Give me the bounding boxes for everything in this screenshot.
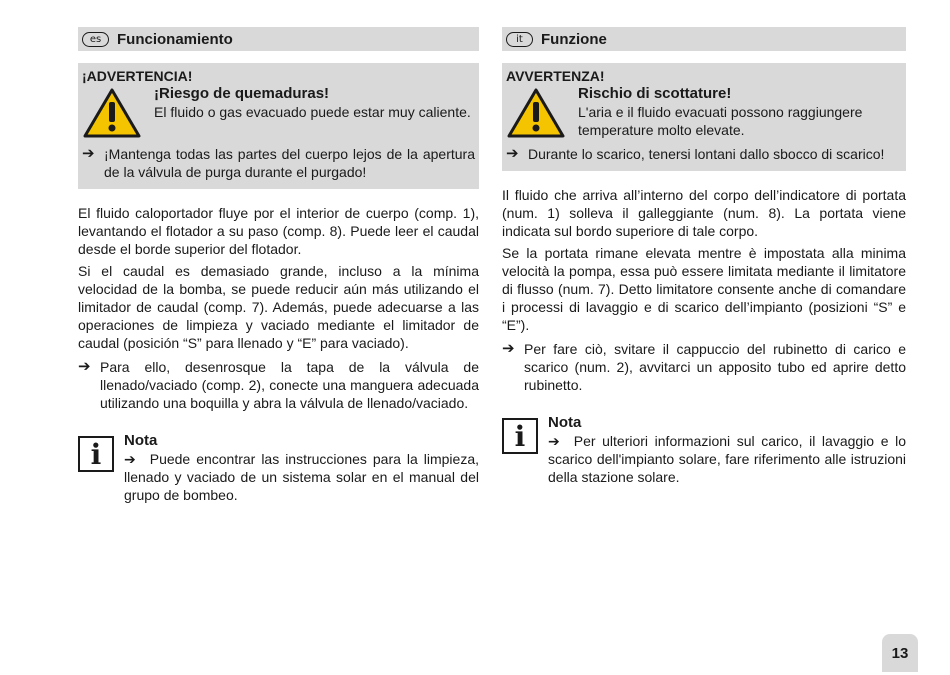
section-title: Funzione	[541, 30, 607, 48]
warning-title: ¡Riesgo de quemaduras!	[154, 85, 330, 102]
arrow-right-icon: ➔	[502, 340, 515, 357]
note-box	[502, 414, 906, 486]
warning-bullet-text: ¡Mantenga todas las partes del cuerpo lejos de la apertura de la válvula de purga durante el purgado!	[104, 146, 475, 180]
note-title: Nota	[124, 432, 158, 449]
arrow-right-icon: ➔	[78, 358, 91, 375]
info-icon: i	[502, 418, 538, 454]
column-italian	[502, 27, 906, 486]
warning-bullet	[506, 145, 902, 163]
paragraph: Il fluido che arriva all’interno del corpo dell’indicatore di portata (num. 1) solleva il galleggiante (num. 8). La portata viene indicata sul bordo superiore di tale corpo.	[502, 187, 906, 239]
instruction-bullet	[78, 358, 479, 412]
arrow-right-icon: ➔	[82, 145, 95, 162]
warning-bullet-text: Durante lo scarico, tenersi lontani dallo sbocco di scarico!	[528, 146, 885, 162]
note-text: Puede encontrar las instrucciones para la limpieza, llenado y vaciado de un sistema solar en el manual del grupo de bombeo.	[124, 451, 479, 503]
column-spanish	[78, 27, 479, 504]
note-body	[124, 450, 479, 504]
section-header	[502, 27, 906, 51]
section-title: Funcionamiento	[117, 30, 233, 48]
language-badge: it	[506, 32, 533, 47]
page-number: 13	[882, 634, 918, 672]
warning-title: Rischio di scottature!	[578, 85, 732, 102]
language-badge: es	[82, 32, 109, 47]
note-body	[548, 432, 906, 486]
warning-bullet	[82, 145, 475, 181]
section-header	[78, 27, 479, 51]
note-box	[78, 432, 479, 504]
instruction-bullet	[502, 340, 906, 394]
paragraph: Si el caudal es demasiado grande, incluso a la mínima velocidad de la bomba, se puede reducir aún más utilizando el limitador de caudal (comp. 7). Además, puede adecuarse a las operaciones de limpieza y vaciado mediante el limitador de caudal (posición “S” para llenado y “E” para vaciado).	[78, 263, 479, 351]
note-text: Per ulteriori informazioni sul carico, il lavaggio e lo scarico dell'impianto solare, fare riferimento alle istruzioni della stazione solare.	[548, 433, 906, 485]
info-icon: i	[78, 436, 114, 472]
warning-box	[502, 63, 906, 171]
arrow-right-icon: ➔	[548, 433, 560, 449]
arrow-right-icon: ➔	[506, 145, 519, 162]
note-title: Nota	[548, 414, 582, 431]
warning-body: El fluido o gas evacuado puede estar muy caliente.	[154, 104, 471, 120]
warning-body: L'aria e il fluido evacuati possono raggiungere temperature molto elevate.	[578, 104, 863, 138]
instruction-text: Per fare ciò, svitare il cappuccio del rubinetto di carico e scarico (num. 2), avvitarci un apposito tubo ed aprire detto rubinetto.	[524, 341, 906, 393]
instruction-text: Para ello, desenrosque la tapa de la válvula de llenado/vaciado (comp. 2), conecte una manguera adecuada utilizando una boquilla y abra la válvula de llenado/vaciado.	[100, 359, 479, 411]
warning-label: AVVERTENZA!	[506, 68, 605, 84]
warning-box	[78, 63, 479, 189]
arrow-right-icon: ➔	[124, 451, 136, 467]
paragraph: Se la portata rimane elevata mentre è impostata alla minima velocità la pompa, essa può essere limitata mediante il limitatore di flusso (num. 7). Detto limitatore consente anche di comandare i processi di lavaggio e di scarico dell’impianto (posizioni “S” e “E”).	[502, 245, 906, 333]
body-text	[78, 204, 479, 412]
warning-label: ¡ADVERTENCIA!	[82, 68, 193, 84]
paragraph: El fluido caloportador fluye por el interior de cuerpo (comp. 1), levantando el flotador a su paso (comp. 8). Puede leer el caudal desde el borde superior del flotador.	[78, 205, 479, 257]
warning-triangle-icon	[506, 87, 566, 139]
body-text	[502, 186, 906, 394]
warning-triangle-icon	[82, 87, 142, 139]
